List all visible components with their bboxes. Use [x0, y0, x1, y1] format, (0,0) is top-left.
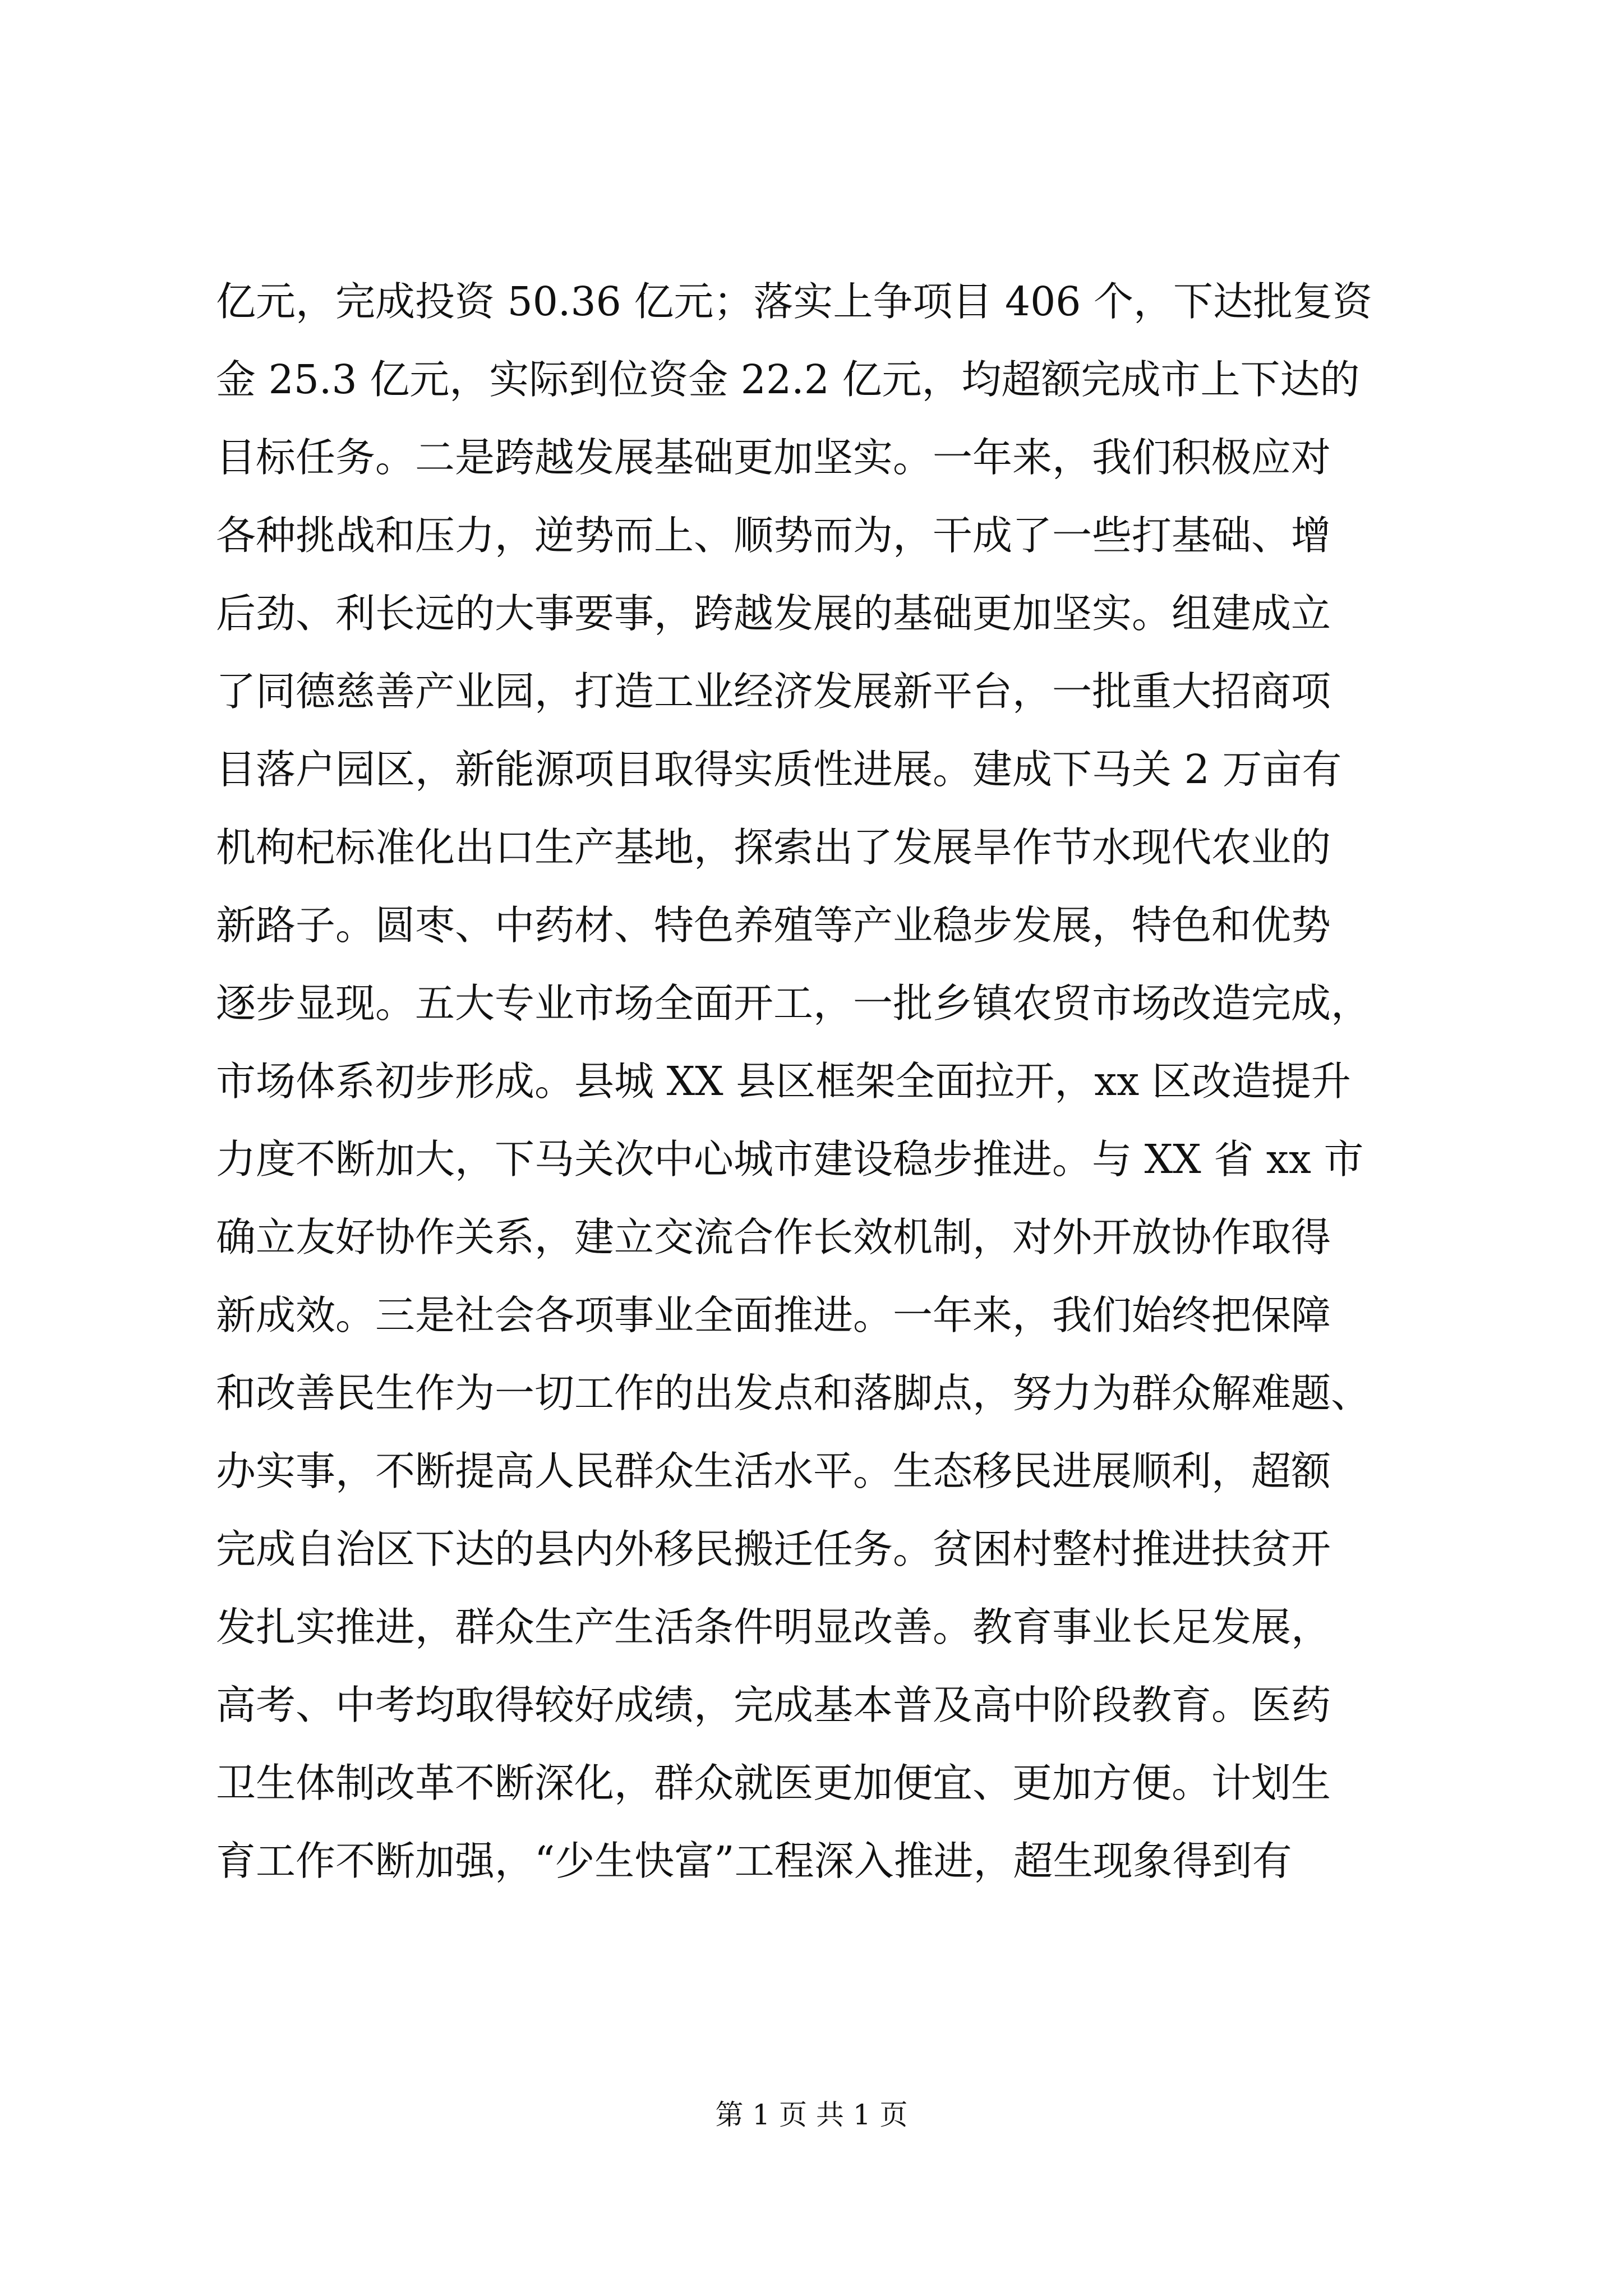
- text-line: 办实事，不断提高人民群众生活水平。生态移民进展顺利，超额: [216, 1448, 1331, 1494]
- text-line: 了同德慈善产业园，打造工业经济发展新平台，一批重大招商项: [216, 668, 1331, 715]
- text-line: 完成自治区下达的县内外移民搬迁任务。贫困村整村推进扶贫开: [216, 1526, 1331, 1572]
- page-number-footer: 第 1 页 共 1 页: [715, 2099, 908, 2131]
- text-line: 各种挑战和压力，逆势而上、顺势而为，干成了一些打基础、增: [216, 512, 1331, 559]
- text-line: 目落户园区，新能源项目取得实质性进展。建成下马关 2 万亩有: [216, 746, 1342, 793]
- text-line: 新路子。圆枣、中药材、特色养殖等产业稳步发展，特色和优势: [216, 902, 1331, 949]
- text-line: 高考、中考均取得较好成绩，完成基本普及高中阶段教育。医药: [216, 1682, 1331, 1728]
- text-line: 确立友好协作关系，建立交流合作长效机制，对外开放协作取得: [216, 1214, 1331, 1260]
- text-line: 目标任务。二是跨越发展基础更加坚实。一年来，我们积极应对: [216, 434, 1331, 481]
- text-line: 卫生体制改革不断深化，群众就医更加便宜、更加方便。计划生: [216, 1760, 1331, 1806]
- text-line: 和改善民生作为一切工作的出发点和落脚点，努力为群众解难题、: [216, 1370, 1371, 1416]
- text-line: 发扎实推进，群众生产生活条件明显改善。教育事业长足发展，: [216, 1604, 1331, 1650]
- body-text: [216, 263, 1422, 1900]
- text-line: 新成效。三是社会各项事业全面推进。一年来，我们始终把保障: [216, 1292, 1331, 1338]
- text-line: 后劲、利长远的大事要事，跨越发展的基础更加坚实。组建成立: [216, 590, 1331, 637]
- text-line: 机枸杞标准化出口生产基地，探索出了发展旱作节水现代农业的: [216, 824, 1331, 871]
- text-line: 力度不断加大，下马关次中心城市建设稳步推进。与 XX 省 xx 市: [216, 1136, 1364, 1182]
- text-line: 育工作不断加强，“少生快富”工程深入推进，超生现象得到有: [216, 1838, 1292, 1884]
- text-line: 亿元，完成投资 50.36 亿元；落实上争项目 406 个，下达批复资: [216, 278, 1373, 325]
- text-line: 金 25.3 亿元，实际到位资金 22.2 亿元，均超额完成市上下达的: [216, 356, 1360, 403]
- text-line: 逐步显现。五大专业市场全面开工，一批乡镇农贸市场改造完成，: [216, 980, 1371, 1027]
- text-line: 市场体系初步形成。县城 XX 县区框架全面拉开，xx 区改造提升: [216, 1058, 1351, 1105]
